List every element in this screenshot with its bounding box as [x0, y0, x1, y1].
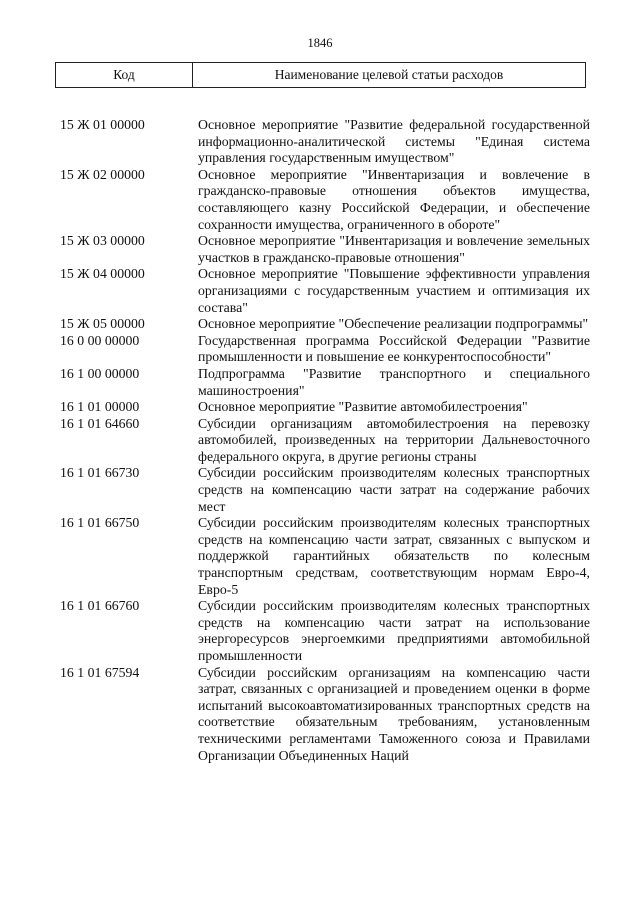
row-code: 15 Ж 04 00000 [60, 266, 145, 282]
table-row [60, 233, 590, 266]
row-code: 15 Ж 02 00000 [60, 166, 145, 182]
row-name: Основное мероприятие "Развитие федеральной государственной информационно-аналитической системы "Единая система управления государственным имуществом" [198, 117, 590, 166]
row-name: Основное мероприятие "Развитие автомобилестроения" [198, 399, 528, 415]
row-code: 16 1 01 64660 [60, 415, 140, 431]
row-code: 16 0 00 00000 [60, 332, 140, 348]
row-name: Государственная программа Российской Федерации "Развитие промышленности и повышение ее конкурентоспособности" [198, 332, 590, 365]
table-row [60, 665, 590, 765]
row-code: 16 1 00 00000 [60, 365, 140, 381]
row-code: 16 1 01 66760 [60, 598, 140, 614]
row-name: Субсидии российским организациям на компенсацию части затрат, связанных с организацией и проведением оценки в форме испытаний высокоавтоматизированных транспортных средств на соответствие обязательным требованиям, установленным техническими регламентами Таможенного союза и Правилами Организации Объединенных Наций [198, 664, 590, 763]
table-row [60, 316, 590, 333]
row-code: 15 Ж 01 00000 [60, 117, 145, 132]
table-row [60, 465, 590, 515]
row-code: 16 1 01 00000 [60, 399, 140, 415]
table-row [60, 333, 590, 366]
table-row [60, 515, 590, 598]
row-name: Основное мероприятие "Обеспечение реализации подпрограммы" [198, 316, 589, 332]
row-code: 15 Ж 03 00000 [60, 233, 145, 249]
row-name: Субсидии организациям автомобилестроения на перевозку автомобилей, произведенных на территории Дальневосточного федерального округа, в другие регионы страны [198, 415, 590, 464]
row-code: 16 1 01 66750 [60, 515, 140, 531]
row-name: Основное мероприятие "Инвентаризация и вовлечение в гражданско-правовые отношения объектов имущества, составляющего казну Российской Федерации, и обеспечение сохранности имущества, ограниченного в обороте" [198, 166, 590, 232]
row-name: Субсидии российским производителям колесных транспортных средств на компенсацию части затрат на содержание рабочих мест [198, 465, 590, 514]
row-name: Подпрограмма "Развитие транспортного и специального машиностроения" [198, 365, 590, 398]
column-header-name: Наименование целевой статьи расходов [274, 67, 504, 82]
table-row [60, 167, 590, 233]
row-name: Основное мероприятие "Инвентаризация и вовлечение земельных участков в гражданско-правовые отношения" [198, 233, 590, 265]
column-header-code: Код [56, 63, 193, 87]
row-name: Субсидии российским производителям колесных транспортных средств на компенсацию части затрат на использование энергоресурсов энергоемкими предприятиями автомобильной промышленности [198, 598, 590, 663]
table-row [60, 266, 590, 316]
table-row [60, 117, 590, 167]
table-row [60, 416, 590, 466]
table-row [60, 399, 590, 416]
page-number: 1846 [307, 36, 333, 50]
table-row [60, 598, 590, 664]
row-name: Субсидии российским производителям колесных транспортных средств на компенсацию части затрат, связанных с выпуском и поддержкой гарантийных обязательств по колесным транспортным средствам, соответствующим нормам Евро-4, Евро-5 [198, 515, 590, 597]
row-code: 16 1 01 67594 [60, 664, 140, 680]
table-header [55, 62, 586, 88]
table-row [60, 366, 590, 399]
row-code: 15 Ж 05 00000 [60, 316, 145, 332]
row-name: Основное мероприятие "Повышение эффективности управления организациями с государственным участием и оптимизация их состава" [198, 266, 590, 315]
table-body [60, 117, 590, 764]
row-code: 16 1 01 66730 [60, 465, 140, 481]
